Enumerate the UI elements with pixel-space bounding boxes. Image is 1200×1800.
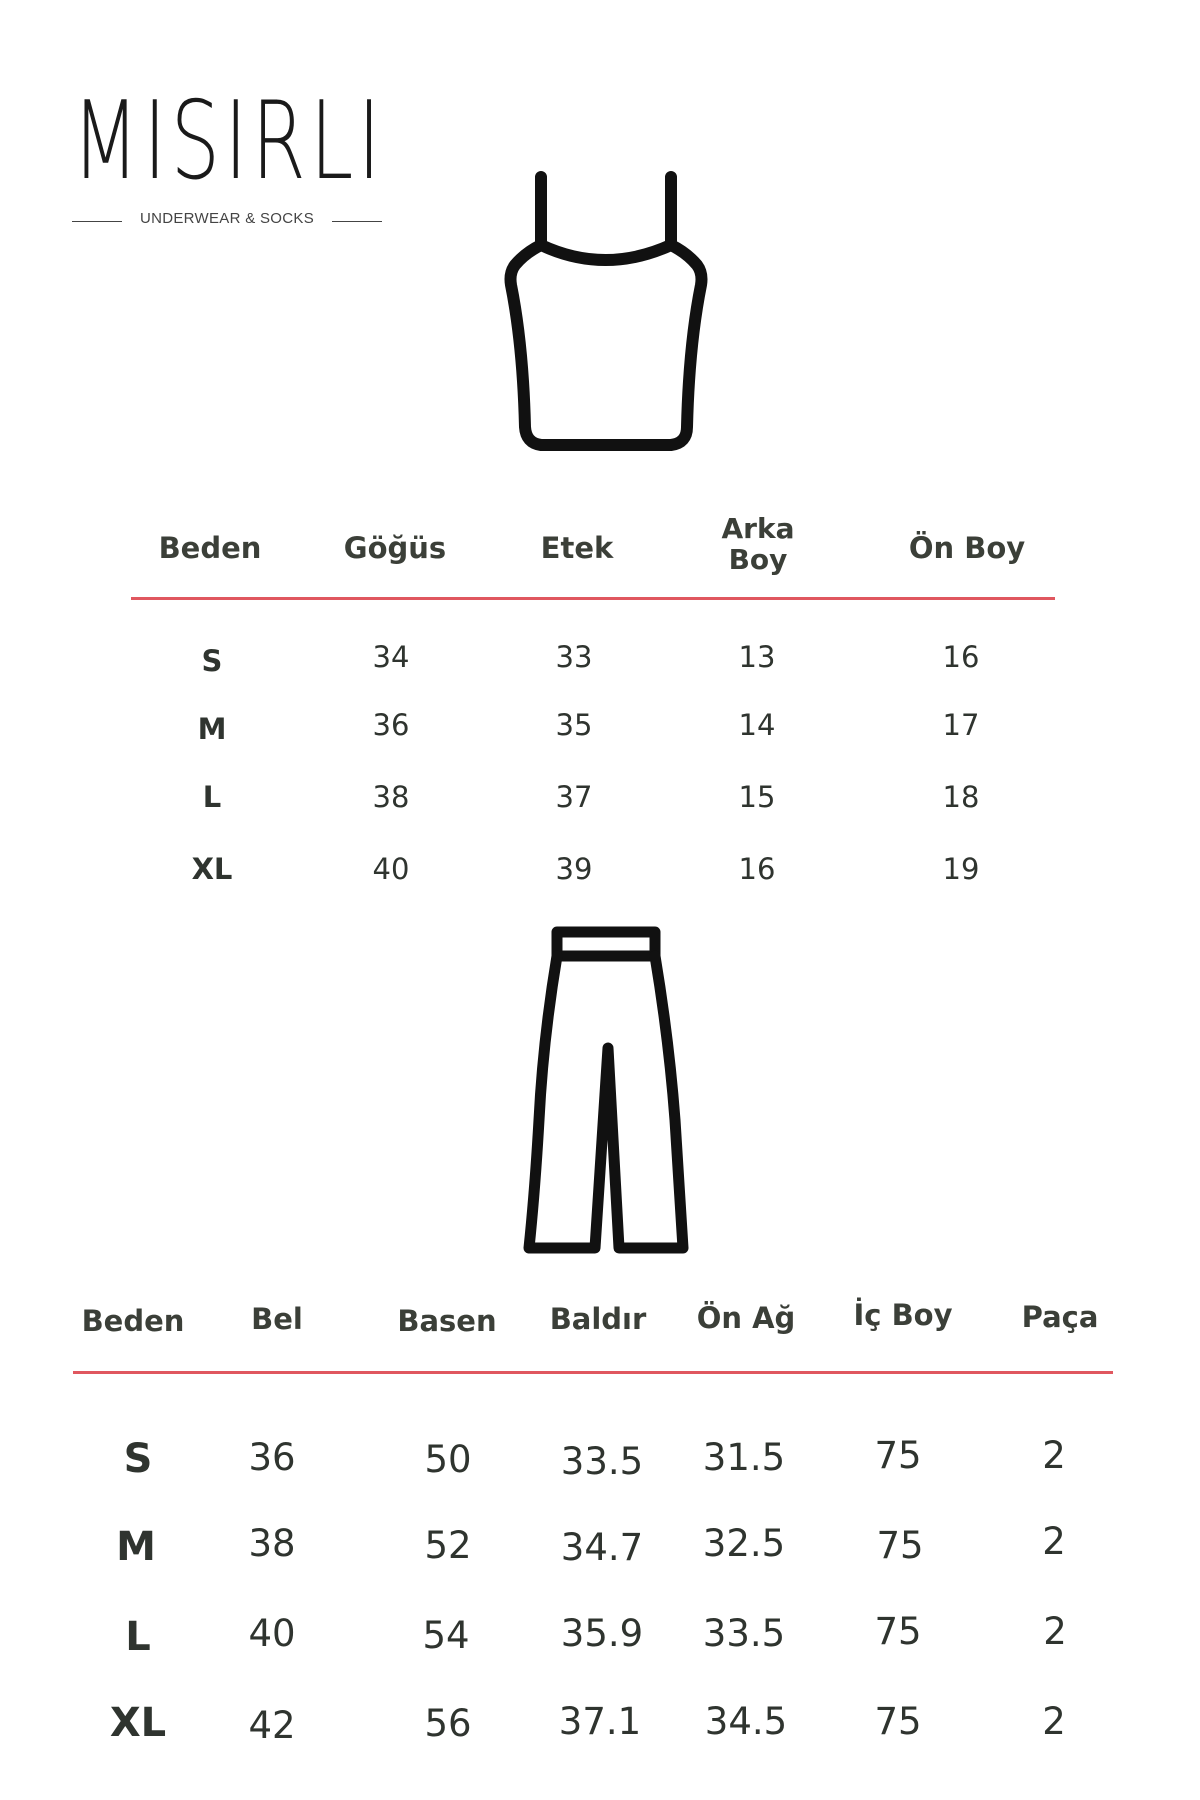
table-cell: 37 bbox=[555, 780, 593, 814]
table-cell: 16 bbox=[738, 852, 776, 886]
table-cell: 38 bbox=[372, 780, 410, 814]
table-cell: 33 bbox=[555, 640, 593, 674]
table-cell: 75 bbox=[874, 1700, 922, 1743]
table-cell: 2 bbox=[1043, 1610, 1067, 1653]
table-cell: 18 bbox=[942, 780, 980, 814]
size-cell: L bbox=[125, 1614, 151, 1660]
column-header-beden: Beden bbox=[158, 531, 262, 565]
size-cell: M bbox=[197, 712, 227, 746]
brand-tagline-row bbox=[72, 210, 382, 234]
table-cell: 14 bbox=[738, 708, 776, 742]
divider bbox=[72, 221, 122, 222]
table-cell: 19 bbox=[942, 852, 980, 886]
table-cell: 35 bbox=[555, 708, 593, 742]
table-cell: 40 bbox=[248, 1612, 296, 1655]
table-cell: 42 bbox=[248, 1704, 296, 1747]
size-cell: S bbox=[201, 644, 223, 678]
table-cell: 37.1 bbox=[558, 1700, 642, 1743]
size-cell: XL bbox=[191, 852, 233, 886]
table-cell: 36 bbox=[372, 708, 410, 742]
table-cell: 15 bbox=[738, 780, 776, 814]
table-cell: 56 bbox=[424, 1702, 472, 1745]
header-underline bbox=[73, 1371, 1113, 1374]
column-header-on-ag: Ön Ağ bbox=[696, 1301, 796, 1335]
table-cell: 36 bbox=[248, 1436, 296, 1479]
column-header-ic-boy: İç Boy bbox=[853, 1298, 953, 1332]
size-cell: L bbox=[202, 780, 222, 814]
header-underline bbox=[131, 597, 1055, 600]
table-cell: 75 bbox=[874, 1434, 922, 1477]
column-header-on-boy: Ön Boy bbox=[908, 531, 1026, 565]
table-cell: 75 bbox=[876, 1524, 924, 1567]
camisole-icon bbox=[495, 165, 725, 465]
column-header-gogus: Göğüs bbox=[343, 531, 447, 565]
table-cell: 39 bbox=[555, 852, 593, 886]
table-cell: 32.5 bbox=[702, 1522, 786, 1565]
column-header-paca: Paça bbox=[1021, 1300, 1099, 1334]
table-cell: 31.5 bbox=[702, 1436, 786, 1479]
brand-tagline: UNDERWEAR & SOCKS bbox=[139, 210, 315, 227]
brand-logo bbox=[72, 79, 385, 238]
table-cell: 17 bbox=[942, 708, 980, 742]
table-cell: 34.7 bbox=[560, 1526, 644, 1569]
table-cell: 2 bbox=[1042, 1434, 1066, 1477]
table-cell: 38 bbox=[248, 1522, 296, 1565]
table-cell: 75 bbox=[874, 1610, 922, 1653]
table-cell: 16 bbox=[942, 640, 980, 674]
trousers-icon bbox=[515, 920, 695, 1260]
column-header-arka-boy: Arka Boy bbox=[721, 512, 795, 576]
table-cell: 35.9 bbox=[560, 1612, 644, 1655]
size-cell: S bbox=[123, 1436, 153, 1482]
table-cell: 33.5 bbox=[702, 1612, 786, 1655]
table-cell: 34 bbox=[372, 640, 410, 674]
column-header-basen: Basen bbox=[397, 1304, 497, 1338]
table-cell: 2 bbox=[1042, 1520, 1066, 1563]
column-header-beden: Beden bbox=[81, 1304, 185, 1338]
table-cell: 52 bbox=[424, 1524, 472, 1567]
table-cell: 40 bbox=[372, 852, 410, 886]
column-header-bel: Bel bbox=[251, 1302, 303, 1336]
table-cell: 34.5 bbox=[704, 1700, 788, 1743]
table-cell: 33.5 bbox=[560, 1440, 644, 1483]
table-cell: 13 bbox=[738, 640, 776, 674]
table-cell: 2 bbox=[1042, 1700, 1066, 1743]
size-cell: XL bbox=[109, 1700, 167, 1746]
table-cell: 50 bbox=[424, 1438, 472, 1481]
column-header-baldir: Baldır bbox=[549, 1302, 647, 1336]
divider bbox=[332, 221, 382, 222]
column-header-etek: Etek bbox=[540, 531, 614, 565]
size-cell: M bbox=[116, 1524, 156, 1570]
brand-name: MISIRLI bbox=[72, 79, 385, 204]
table-cell: 54 bbox=[422, 1614, 470, 1657]
